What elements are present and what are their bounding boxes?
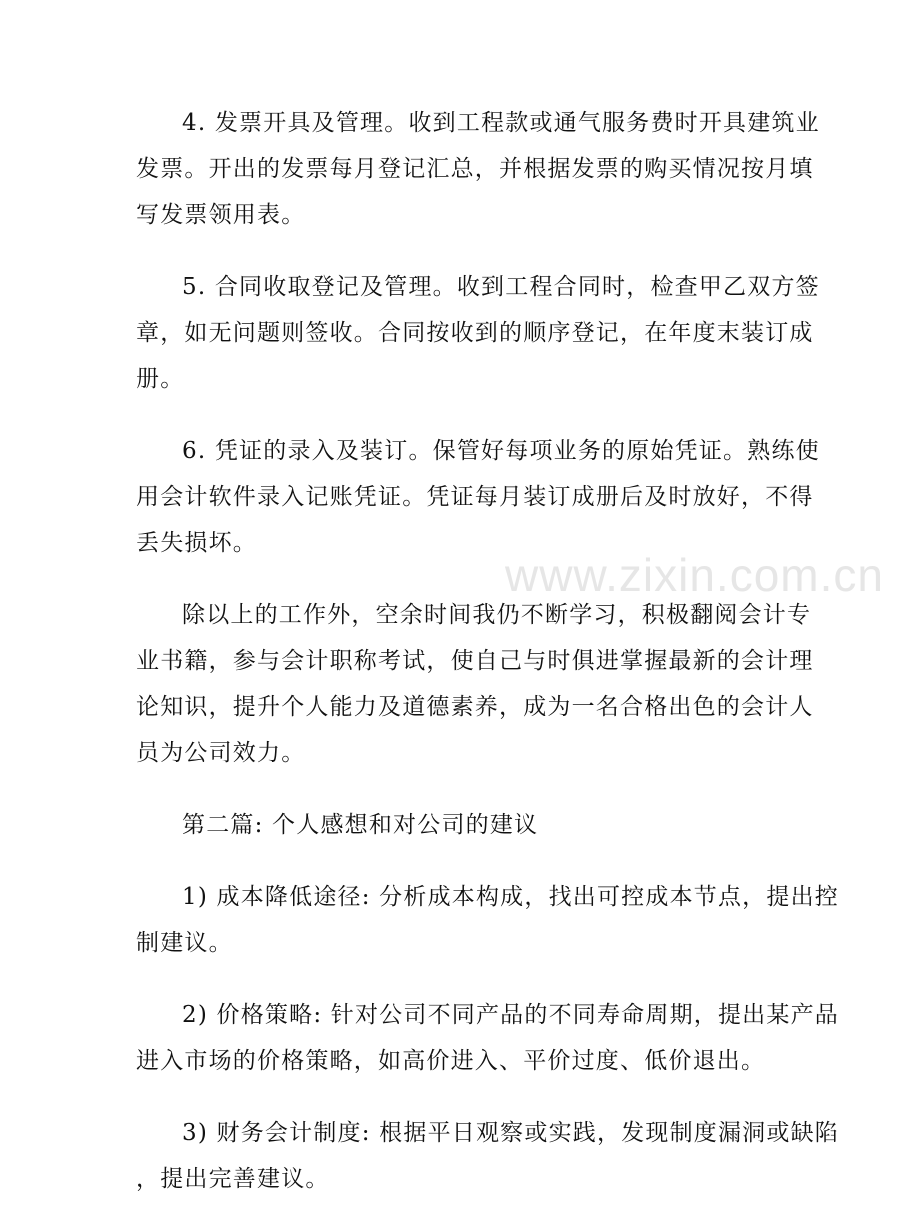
text-line: 丢失损坏。	[136, 530, 257, 556]
document-body	[136, 100, 839, 1228]
text-line: 除以上的工作外，空余时间我仍不断学习，积极翻阅会计专	[182, 602, 812, 628]
text-line: 1) 成本降低途径: 分析成本构成，找出可控成本节点，提出控	[182, 884, 839, 910]
paragraph-accounting-system	[136, 1110, 839, 1202]
paragraph-voucher	[136, 428, 820, 566]
section-heading	[136, 802, 784, 848]
text-line: 5. 合同收取登记及管理。收到工程合同时，检查甲乙双方签	[182, 274, 820, 300]
paragraph-invoice	[136, 100, 820, 238]
text-line: 进入市场的价格策略，如高价进入、平价过度、低价退出。	[136, 1048, 766, 1074]
text-line: 6. 凭证的录入及装订。保管好每项业务的原始凭证。熟练使	[182, 438, 820, 464]
text-line: 业书籍，参与会计职称考试，使自己与时俱进掌握最新的会计理	[136, 648, 814, 674]
text-line: 写发票领用表。	[136, 202, 306, 228]
text-line: 章，如无问题则签收。合同按收到的顺序登记，在年度末装订成	[136, 320, 814, 346]
text-line: 论知识，提升个人能力及道德素养，成为一名合格出色的会计人	[136, 694, 814, 720]
text-line: 3) 财务会计制度: 根据平日观察或实践，发现制度漏洞或缺陷	[182, 1120, 839, 1146]
text-line: 第二篇: 个人感想和对公司的建议	[182, 812, 539, 838]
text-line: 册。	[136, 366, 185, 392]
text-line: 员为公司效力。	[136, 740, 306, 766]
text-line: 制建议。	[136, 930, 233, 956]
watermark: www.zixin.com.cn	[505, 549, 884, 601]
paragraph-contract	[136, 264, 820, 402]
paragraph-cost-reduction	[136, 874, 839, 966]
text-line: 2) 价格策略: 针对公司不同产品的不同寿命周期，提出某产品	[182, 1002, 839, 1028]
paragraph-pricing	[136, 992, 839, 1084]
text-line: 4. 发票开具及管理。收到工程款或通气服务费时开具建筑业	[182, 110, 820, 136]
paragraph-study	[136, 592, 814, 776]
text-line: 发票。开出的发票每月登记汇总，并根据发票的购买情况按月填	[136, 156, 814, 182]
text-line: ，提出完善建议。	[136, 1166, 330, 1192]
text-line: 用会计软件录入记账凭证。凭证每月装订成册后及时放好，不得	[136, 484, 814, 510]
